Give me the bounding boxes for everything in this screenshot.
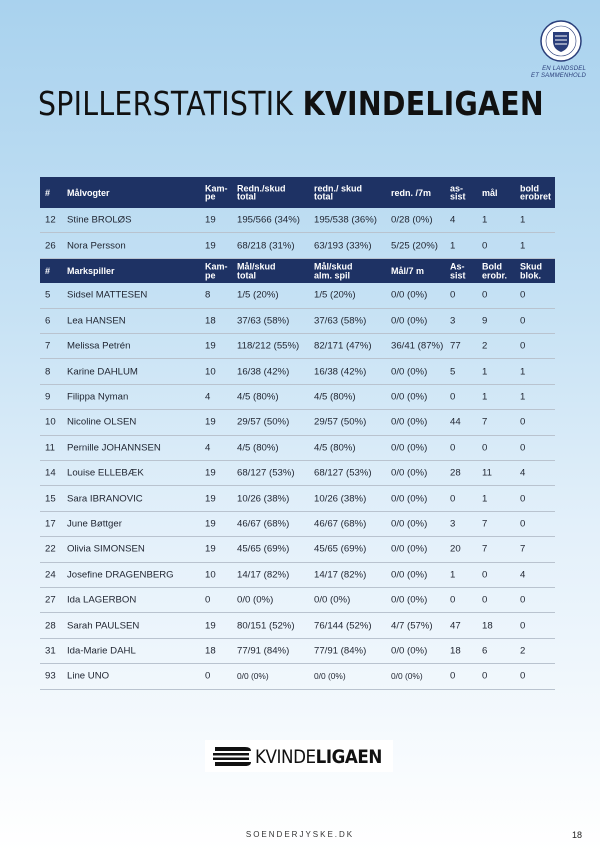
table-cell: 0/0 (0%) [391, 543, 428, 555]
table-cell: 0/0 (0%) [237, 671, 269, 682]
table-row [40, 461, 555, 486]
page-number: 18 [571, 830, 582, 840]
table-cell: 10 [205, 366, 216, 378]
table-cell: 1 [482, 493, 488, 505]
table-cell: 9 [45, 391, 51, 403]
table-cell: 37/63 (58%) [314, 315, 367, 327]
table-cell: 6 [482, 645, 488, 657]
table-cell: Stine BROLØS [67, 214, 132, 226]
table-cell: 7 [45, 340, 51, 352]
table-cell: 4 [520, 467, 526, 479]
table-cell: 1 [520, 240, 526, 252]
table-cell: 46/67 (68%) [237, 518, 290, 530]
header-cell: Mål/7 m [391, 265, 425, 276]
table-cell: 7 [482, 416, 488, 428]
table-cell: 76/144 (52%) [314, 620, 372, 632]
header-cell: Mål/skud alm. spil [314, 261, 353, 281]
table-cell: 1 [520, 391, 526, 403]
table-cell: 6 [45, 315, 51, 327]
table-cell: 77/91 (84%) [237, 645, 290, 657]
table-cell: 1 [520, 214, 526, 226]
table-cell: 118/212 (55%) [237, 340, 300, 352]
table-cell: 18 [482, 620, 493, 632]
table-cell: 3 [450, 518, 456, 530]
table-cell: 4/5 (80%) [314, 391, 356, 403]
table-cell: 20 [450, 543, 461, 555]
table-cell: Olivia SIMONSEN [67, 543, 145, 555]
table-cell: 36/41 (87%) [391, 340, 444, 352]
table-cell: 0/0 (0%) [391, 569, 428, 581]
table-cell: 0 [482, 289, 488, 301]
kvindeligaen-logo [205, 740, 393, 772]
table-cell: 45/65 (69%) [314, 543, 367, 555]
statistics-table [40, 177, 555, 690]
header-cell: redn./ skud total [314, 183, 363, 202]
wordmark-light: KVINDE [255, 746, 316, 768]
table-cell: 0/0 (0%) [391, 467, 428, 479]
table-cell: Sarah PAULSEN [67, 620, 140, 632]
table-cell: 68/127 (53%) [314, 467, 372, 479]
header-cell: redn. /7m [391, 187, 432, 198]
table-row [40, 639, 555, 664]
table-cell: 8 [205, 289, 211, 301]
table-row [40, 664, 555, 689]
table-cell: 28 [45, 620, 56, 632]
table-cell: Josefine DRAGENBERG [67, 569, 174, 581]
table-cell: 0/0 (0%) [391, 416, 428, 428]
table-cell: 5 [450, 366, 456, 378]
table-cell: 0 [520, 442, 526, 454]
table-cell: 4/5 (80%) [314, 442, 356, 454]
table-cell: 0/0 (0%) [391, 315, 428, 327]
table-cell: 77/91 (84%) [314, 645, 367, 657]
table-cell: 0 [520, 518, 526, 530]
header-cell: Kam- pe [205, 183, 228, 202]
table-cell: 19 [205, 214, 216, 226]
table-row [40, 588, 555, 613]
table-cell: 195/538 (36%) [314, 214, 377, 226]
table-cell: 0 [520, 493, 526, 505]
table-cell: 11 [482, 467, 492, 479]
table-cell: 0 [450, 493, 456, 505]
table-cell: 4/7 (57%) [391, 620, 433, 632]
table-cell: 0 [520, 670, 526, 682]
table-row [40, 233, 555, 258]
table-cell: 0 [520, 289, 526, 301]
table-cell: 0/0 (0%) [391, 645, 428, 657]
table-row [40, 486, 555, 511]
league-wordmark [255, 746, 382, 768]
header-cell: Målvogter [67, 187, 110, 198]
table-cell: 24 [45, 569, 56, 581]
table-cell: 16/38 (42%) [237, 366, 290, 378]
table-cell: 4 [520, 569, 526, 581]
table-row [40, 537, 555, 562]
table-row [40, 309, 555, 334]
table-cell: 29/57 (50%) [314, 416, 367, 428]
header-cell: # [45, 187, 51, 198]
table-cell: 0/0 (0%) [391, 493, 428, 505]
table-cell: 0/0 (0%) [237, 594, 274, 606]
table-cell: 0 [482, 594, 488, 606]
table-row [40, 208, 555, 233]
table-cell: 0/28 (0%) [391, 214, 433, 226]
table-cell: 10/26 (38%) [314, 493, 367, 505]
table-row [40, 512, 555, 537]
table-cell: 1 [482, 214, 488, 226]
table-cell: 0 [482, 670, 488, 682]
table-cell: Karine DAHLUM [67, 366, 138, 378]
table-cell: 19 [205, 467, 216, 479]
table-cell: 82/171 (47%) [314, 340, 372, 352]
table-cell: 1 [482, 366, 488, 378]
table-cell: 46/67 (68%) [314, 518, 367, 530]
table-cell: 0 [520, 620, 526, 632]
table-cell: 0/0 (0%) [391, 518, 428, 530]
table-cell: 14/17 (82%) [237, 569, 290, 581]
table-cell: 29/57 (50%) [237, 416, 290, 428]
page-title [38, 84, 544, 123]
table-cell: 0/0 (0%) [391, 594, 428, 606]
table-cell: 18 [205, 645, 216, 657]
table-cell: Pernille JOHANNSEN [67, 442, 161, 454]
league-stripes-icon [211, 745, 253, 767]
goalkeeper-header-row [40, 177, 555, 208]
table-cell: 0 [520, 594, 526, 606]
table-cell: Line UNO [67, 670, 110, 682]
table-cell: 0/0 (0%) [391, 391, 428, 403]
table-cell: 0 [520, 416, 526, 428]
table-cell: 19 [205, 493, 216, 505]
table-cell: 18 [450, 645, 461, 657]
table-cell: Lea HANSEN [67, 315, 126, 327]
table-cell: 2 [520, 645, 526, 657]
table-row [40, 359, 555, 384]
table-cell: 4/5 (80%) [237, 391, 279, 403]
header-cell: bold erobret [520, 183, 552, 202]
header-cell: Kam- pe [205, 261, 228, 281]
table-cell: 14 [45, 467, 56, 479]
table-cell: Nora Persson [67, 240, 126, 252]
table-cell: 4 [450, 214, 456, 226]
table-cell: 26 [45, 240, 56, 252]
table-cell: 2 [482, 340, 488, 352]
table-cell: 1/5 (20%) [314, 289, 356, 301]
table-row [40, 385, 555, 410]
table-cell: 4/5 (80%) [237, 442, 279, 454]
table-cell: 0 [205, 594, 211, 606]
table-cell: Sara IBRANOVIC [67, 493, 143, 505]
table-cell: 0/0 (0%) [314, 594, 351, 606]
table-cell: 68/127 (53%) [237, 467, 295, 479]
table-row [40, 334, 555, 359]
table-cell: June Bøttger [67, 518, 122, 530]
header-cell: Redn./skud total [237, 183, 286, 202]
table-cell: 7 [520, 543, 526, 555]
table-cell: 0 [520, 340, 526, 352]
table-cell: 5 [45, 289, 51, 301]
table-cell: 0 [482, 240, 488, 252]
table-cell: Melissa Petrén [67, 340, 131, 352]
table-cell: 16/38 (42%) [314, 366, 367, 378]
header-cell: Skud blok. [520, 261, 543, 281]
table-cell: Nicoline OLSEN [67, 416, 137, 428]
table-cell: 0 [205, 670, 211, 682]
table-cell: 14/17 (82%) [314, 569, 367, 581]
table-cell: 0 [520, 315, 526, 327]
table-cell: 10 [205, 569, 216, 581]
tagline-line-2: ET SAMMENHOLD [531, 73, 586, 79]
table-cell: 0/0 (0%) [391, 671, 423, 682]
header-cell: As- sist [450, 261, 466, 281]
table-cell: 44 [450, 416, 461, 428]
fieldplayer-header-row [40, 259, 555, 284]
tagline-line-1: EN LANDSDEL [542, 66, 586, 72]
table-cell: 0/0 (0%) [391, 366, 428, 378]
table-cell: 47 [450, 620, 461, 632]
table-cell: 0 [450, 289, 456, 301]
table-cell: 27 [45, 594, 56, 606]
table-cell: 17 [45, 518, 56, 530]
table-cell: 80/151 (52%) [237, 620, 295, 632]
table-cell: 1 [520, 366, 526, 378]
table-cell: 0 [450, 594, 456, 606]
table-cell: 0/0 (0%) [391, 289, 428, 301]
table-cell: 0 [482, 442, 488, 454]
table-cell: 1 [450, 240, 456, 252]
table-cell: Ida LAGERBON [67, 594, 137, 606]
table-cell: Ida-Marie DAHL [67, 645, 136, 657]
table-cell: 19 [205, 240, 216, 252]
header-cell: # [45, 265, 51, 276]
header-cell: Markspiller [67, 265, 115, 276]
table-cell: 3 [450, 315, 456, 327]
club-crest-logo [536, 20, 586, 62]
table-cell: 11 [45, 442, 55, 454]
table-cell: 4 [205, 442, 211, 454]
table-row [40, 283, 555, 308]
table-cell: 1/5 (20%) [237, 289, 279, 301]
table-cell: 45/65 (69%) [237, 543, 290, 555]
table-cell: 22 [45, 543, 56, 555]
table-cell: Louise ELLEBÆK [67, 467, 144, 479]
table-cell: 10/26 (38%) [237, 493, 290, 505]
header-cell: Bold erobr. [482, 261, 508, 281]
table-cell: 9 [482, 315, 488, 327]
table-cell: Filippa Nyman [67, 391, 129, 403]
table-cell: 19 [205, 416, 216, 428]
table-cell: 1 [482, 391, 488, 403]
table-cell: 37/63 (58%) [237, 315, 290, 327]
table-cell: 18 [205, 315, 216, 327]
title-light: SPILLERSTATISTIK [38, 84, 303, 123]
table-row [40, 436, 555, 461]
table-cell: 4 [205, 391, 211, 403]
wordmark-bold: LIGAEN [315, 746, 382, 768]
table-cell: 15 [45, 493, 56, 505]
table-row [40, 410, 555, 435]
title-bold: KVINDELIGAEN [302, 84, 544, 123]
table-cell: 0 [450, 442, 456, 454]
table-cell: 19 [205, 518, 216, 530]
table-cell: 1 [450, 569, 456, 581]
table-cell: 93 [45, 670, 56, 682]
table-cell: 0 [450, 391, 456, 403]
footer-website: SOENDERJYSKE.DK [245, 830, 355, 839]
table-cell: 5/25 (20%) [391, 240, 438, 252]
header-cell: as- sist [450, 183, 466, 202]
table-cell: 63/193 (33%) [314, 240, 372, 252]
table-cell: 77 [450, 340, 461, 352]
table-cell: 31 [45, 645, 56, 657]
table-cell: 0 [482, 569, 488, 581]
table-cell: Sidsel MATTESEN [67, 289, 148, 301]
table-cell: 7 [482, 518, 488, 530]
table-cell: 10 [45, 416, 56, 428]
header-cell: mål [482, 187, 498, 198]
table-cell: 0/0 (0%) [391, 442, 428, 454]
table-row [40, 563, 555, 588]
table-cell: 7 [482, 543, 488, 555]
table-cell: 0 [450, 670, 456, 682]
table-cell: 0/0 (0%) [314, 671, 346, 682]
table-cell: 28 [450, 467, 461, 479]
table-cell: 68/218 (31%) [237, 240, 295, 252]
table-cell: 19 [205, 543, 216, 555]
header-cell: Mål/skud total [237, 261, 276, 281]
table-cell: 19 [205, 340, 216, 352]
table-cell: 19 [205, 620, 216, 632]
club-tagline [531, 66, 586, 80]
table-cell: 12 [45, 214, 56, 226]
table-cell: 8 [45, 366, 51, 378]
table-cell: 195/566 (34%) [237, 214, 300, 226]
table-row [40, 613, 555, 638]
